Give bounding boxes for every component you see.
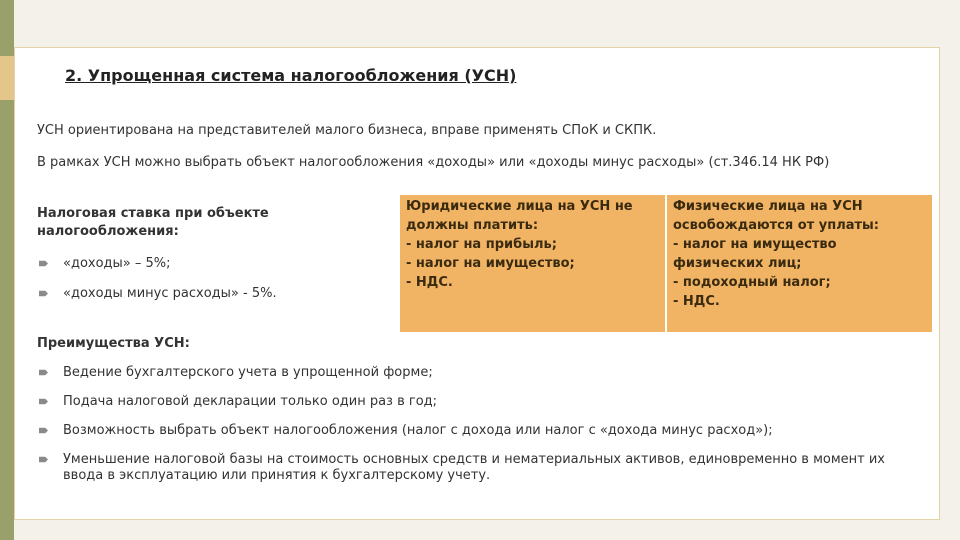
- box-line: - подоходный налог;: [673, 275, 831, 290]
- rate-heading: Налоговая ставка при объекте налогообложения:: [37, 206, 269, 239]
- box-line: Юридические лица на УСН не: [406, 199, 633, 214]
- pencil-bullet-icon: [39, 368, 48, 377]
- pencil-bullet-icon: [39, 426, 48, 435]
- box-line: - налог на имущество;: [406, 256, 575, 271]
- rate-item-text: «доходы» – 5%;: [63, 256, 171, 271]
- box-line: освобождаются от уплаты:: [673, 218, 879, 233]
- box-line: физических лиц;: [673, 256, 802, 271]
- slide-title: 2. Упрощенная система налогообложения (УСН): [65, 66, 517, 85]
- slide: [14, 47, 940, 520]
- advantage-text: Подача налоговой декларации только один раз в год;: [63, 394, 438, 409]
- legal-entities-box: [400, 195, 665, 332]
- list-item: [37, 365, 927, 381]
- list-item: [37, 394, 927, 410]
- advantage-text: Ведение бухгалтерского учета в упрощенной форме;: [63, 365, 433, 380]
- list-item: [37, 286, 377, 302]
- box-line: Физические лица на УСН: [673, 199, 863, 214]
- box-line: - налог на имущество: [673, 237, 837, 252]
- rate-item-text: «доходы минус расходы» - 5%.: [63, 286, 277, 301]
- object-text: В рамках УСН можно выбрать объект налогообложения «доходы» или «доходы минус расходы» (ст.346.14 НК РФ): [37, 155, 830, 170]
- box-line: - налог на прибыль;: [406, 237, 557, 252]
- individuals-box: [667, 195, 932, 332]
- side-accent-block: [0, 56, 14, 100]
- side-decoration-bar: [0, 0, 14, 540]
- list-item: [37, 423, 927, 439]
- list-item: [37, 256, 377, 272]
- advantage-text: Возможность выбрать объект налогообложения (налог с дохода или налог с «дохода минус расход»);: [63, 423, 773, 438]
- pencil-bullet-icon: [39, 289, 48, 298]
- pencil-bullet-icon: [39, 455, 48, 464]
- box-line: - НДС.: [406, 275, 453, 290]
- pencil-bullet-icon: [39, 259, 48, 268]
- advantages-list: [37, 365, 927, 497]
- advantage-text: Уменьшение налоговой базы на стоимость основных средств и нематериальных активов, единовременно в момент их ввода в эксплуатацию или принятия к бухгалтерскому учету.: [63, 452, 885, 483]
- intro-text: УСН ориентирована на представителей малого бизнеса, вправе применять СПоК и СКПК.: [37, 123, 657, 138]
- rate-list: [37, 256, 377, 316]
- box-line: - НДС.: [673, 294, 720, 309]
- pencil-bullet-icon: [39, 397, 48, 406]
- box-line: должны платить:: [406, 218, 539, 233]
- advantages-heading: Преимущества УСН:: [37, 336, 190, 351]
- list-item: [37, 452, 927, 484]
